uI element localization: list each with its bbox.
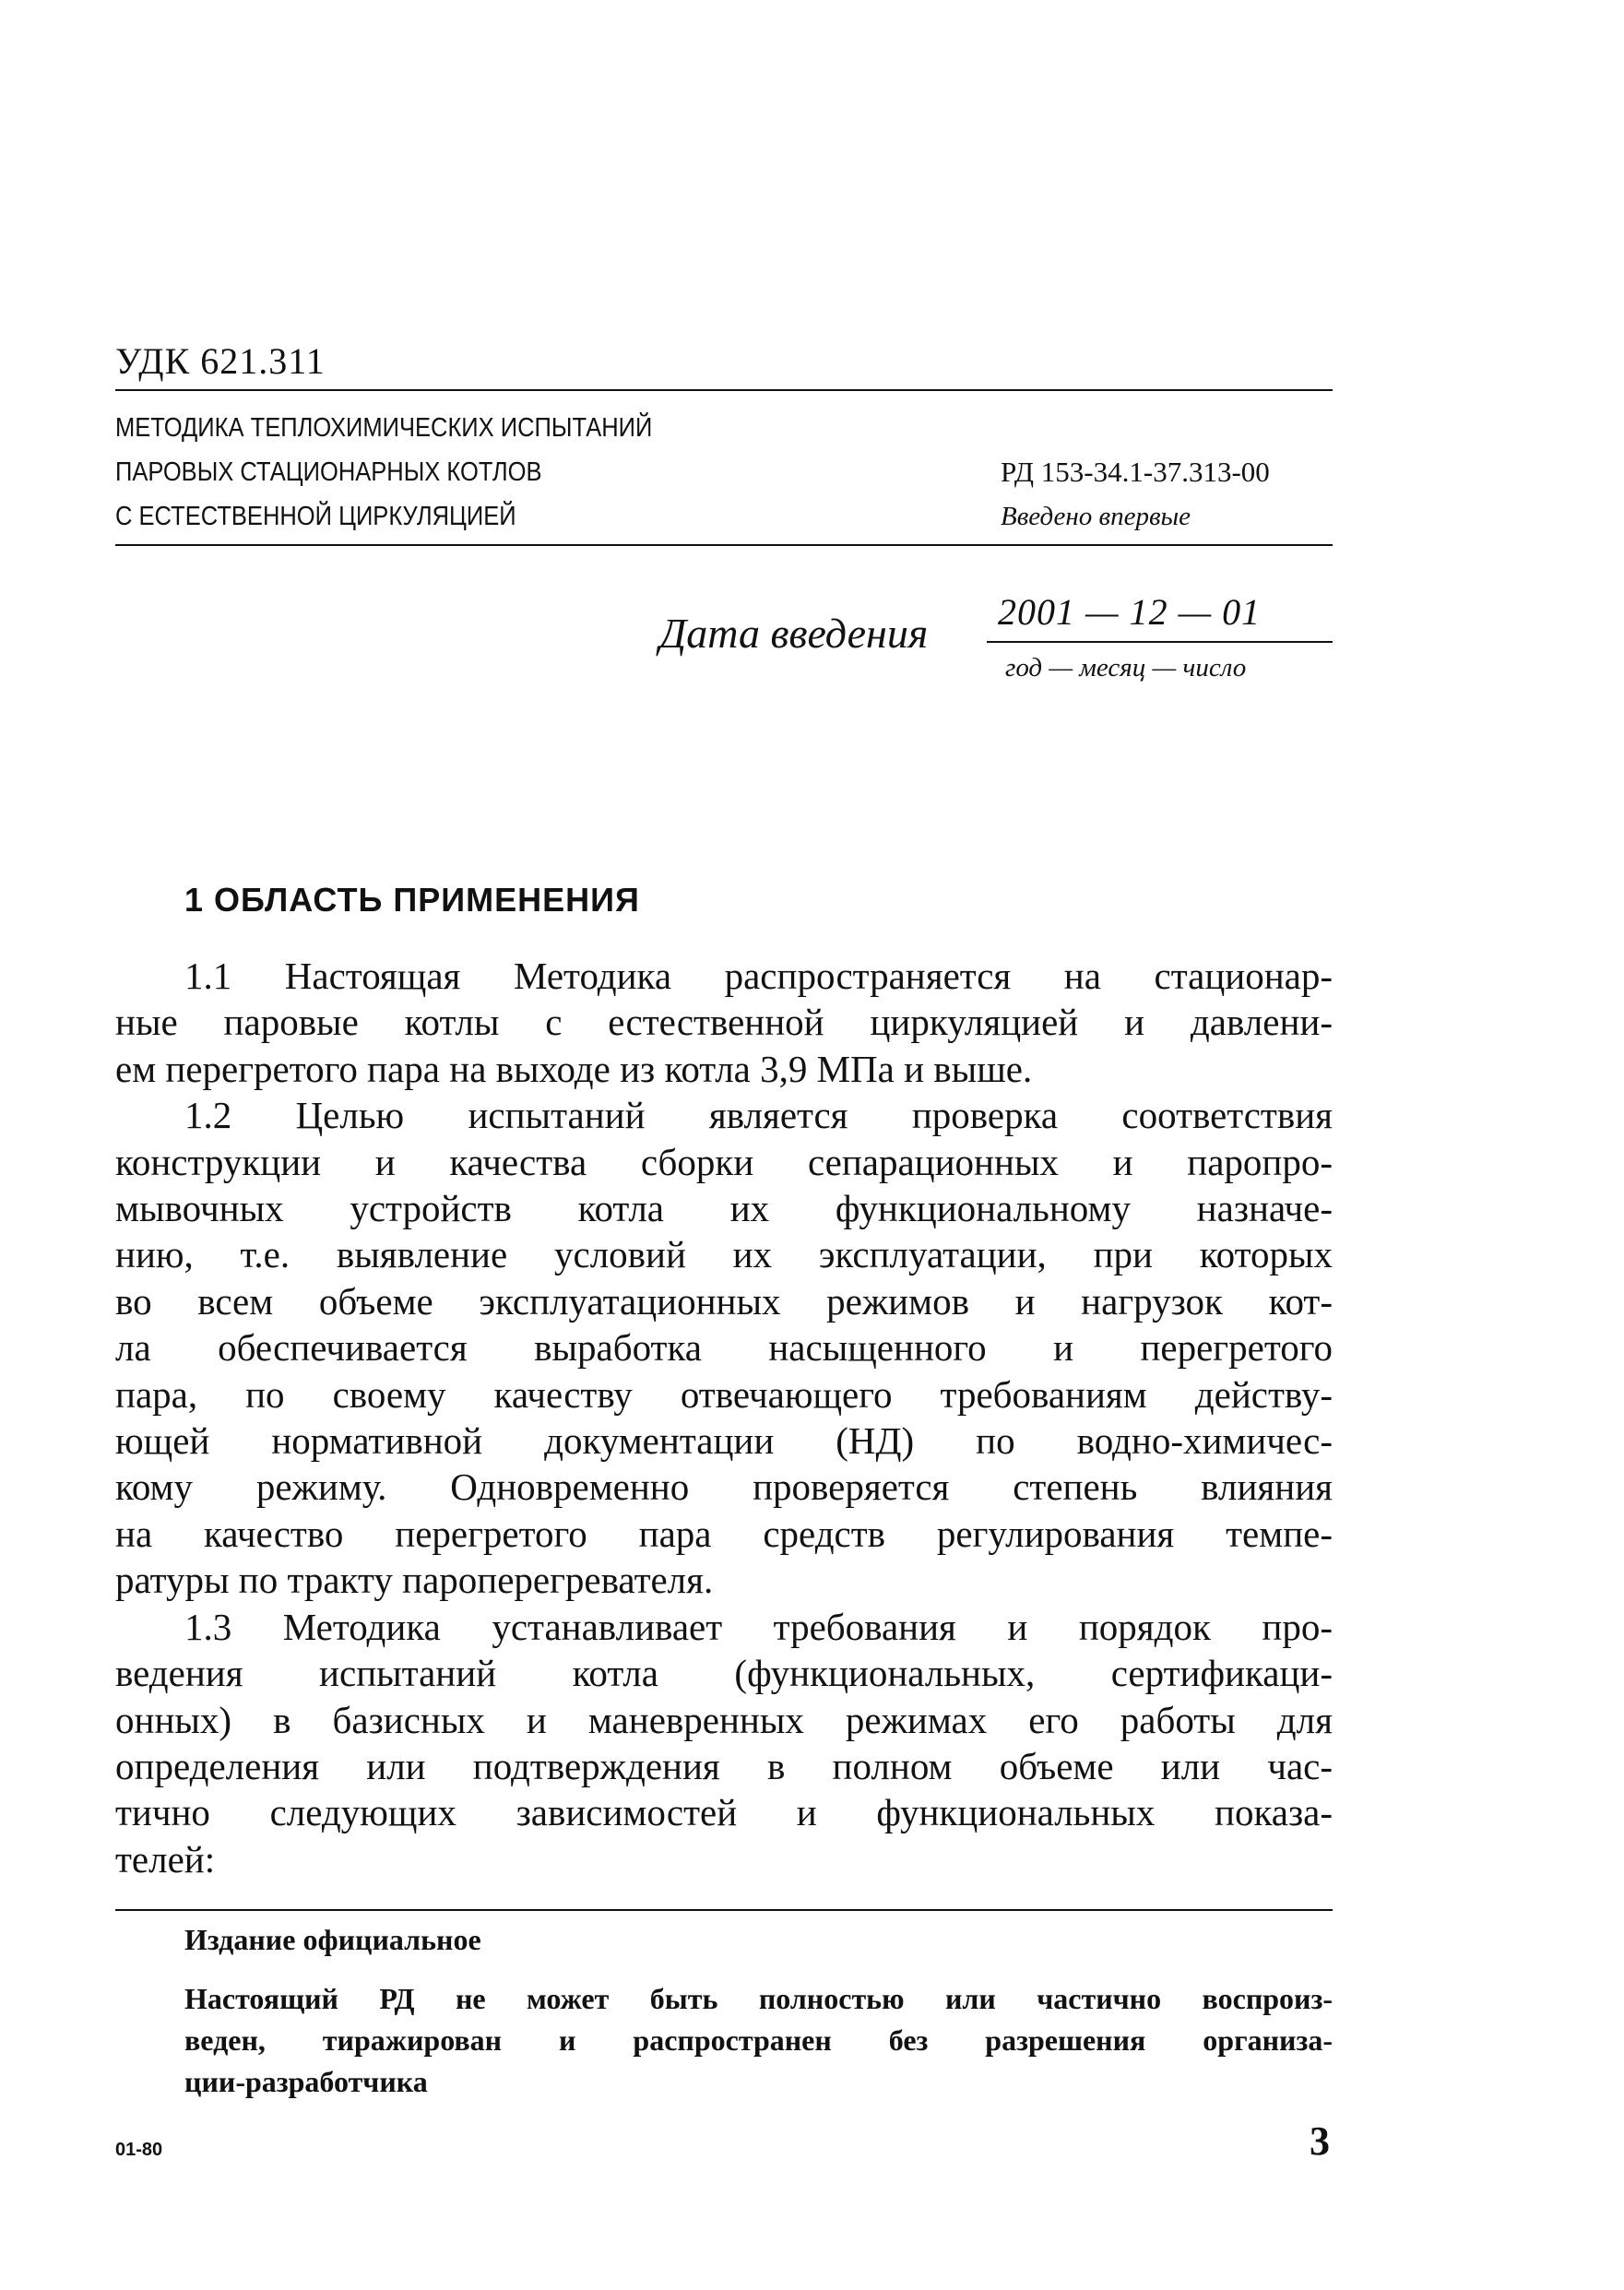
text-line: на качество перегретого пара средств регулирования темпе- bbox=[115, 1512, 1333, 1555]
print-code: 01-80 bbox=[115, 2140, 163, 2160]
introduced-first-note: Введено впервые bbox=[1001, 502, 1191, 531]
rd-number: РД 153-34.1-37.313-00 bbox=[1001, 456, 1270, 488]
footer-rule bbox=[115, 1909, 1333, 1911]
section-body bbox=[115, 953, 1333, 1882]
text-line: тично следующих зависимостей и функциональных показа- bbox=[115, 1791, 1333, 1834]
udc-code: УДК 621.311 bbox=[115, 340, 326, 382]
text-line: пара, по своему качеству отвечающего требованиям действу- bbox=[115, 1372, 1333, 1416]
text-line: ющей нормативной документации (НД) по водно-химичес- bbox=[115, 1419, 1333, 1463]
title-line-1: МЕТОДИКА ТЕПЛОХИМИЧЕСКИХ ИСПЫТАНИЙ bbox=[115, 413, 653, 443]
copyright-notice bbox=[184, 1978, 1333, 2103]
notice-line: Настоящий РД не может быть полностью или частично воспроиз- bbox=[184, 1982, 1333, 2015]
notice-line: веден, тиражирован и распространен без разрешения организа- bbox=[184, 2023, 1333, 2057]
date-rule bbox=[987, 641, 1333, 643]
text-line: кому режиму. Одновременно проверяется степень влияния bbox=[115, 1465, 1333, 1509]
text-line: ратуры по тракту пароперегревателя. bbox=[115, 1559, 714, 1602]
paragraph-1-1 bbox=[115, 953, 1333, 1092]
text-line: ем перегретого пара на выходе из котла 3,9 МПа и выше. bbox=[115, 1047, 1033, 1090]
title-line-2: ПАРОВЫХ СТАЦИОНАРНЫХ КОТЛОВ bbox=[115, 457, 542, 487]
text-line: ведения испытаний котла (функциональных, сертификаци- bbox=[115, 1652, 1333, 1695]
text-line: определения или подтверждения в полном объеме или час- bbox=[115, 1744, 1333, 1787]
section-title: 1 ОБЛАСТЬ ПРИМЕНЕНИЯ bbox=[184, 881, 640, 919]
text-line: онных) в базисных и маневренных режимах его работы для bbox=[115, 1698, 1333, 1741]
text-line: 1.3 Методика устанавливает требования и порядок про- bbox=[184, 1605, 1333, 1648]
text-line: 1.1 Настоящая Методика распространяется на стационар- bbox=[184, 955, 1333, 997]
text-line: 1.2 Целью испытаний является проверка соответствия bbox=[184, 1094, 1333, 1137]
text-line: ные паровые котлы с естественной циркуляцией и давлени- bbox=[115, 1001, 1333, 1044]
text-line: конструкции и качества сборки сепарационных и паропро- bbox=[115, 1140, 1333, 1183]
date-caption: год — месяц — число bbox=[1005, 653, 1247, 682]
title-line-3: С ЕСТЕСТВЕННОЙ ЦИРКУЛЯЦИЕЙ bbox=[115, 502, 516, 531]
text-line: телей: bbox=[115, 1837, 216, 1881]
text-line: мывочных устройств котла их функциональному назначе- bbox=[115, 1187, 1333, 1230]
header-top-rule bbox=[115, 389, 1333, 391]
paragraph-1-2 bbox=[115, 1092, 1333, 1603]
page-number: 3 bbox=[1310, 2118, 1330, 2164]
notice-line: ции-разработчика bbox=[184, 2065, 428, 2098]
text-line: ла обеспечивается выработка насыщенного и перегретого bbox=[115, 1326, 1333, 1370]
paragraph-1-3 bbox=[115, 1604, 1333, 1882]
official-edition: Издание официальное bbox=[184, 1923, 481, 1956]
date-label: Дата введения bbox=[659, 610, 929, 657]
text-line: во всем объеме эксплуатационных режимов и нагрузок кот- bbox=[115, 1279, 1333, 1323]
text-line: нию, т.е. выявление условий их эксплуатации, при которых bbox=[115, 1233, 1333, 1276]
header-bottom-rule bbox=[115, 544, 1333, 546]
document-title bbox=[115, 406, 652, 539]
date-value: 2001 — 12 — 01 bbox=[998, 591, 1262, 633]
